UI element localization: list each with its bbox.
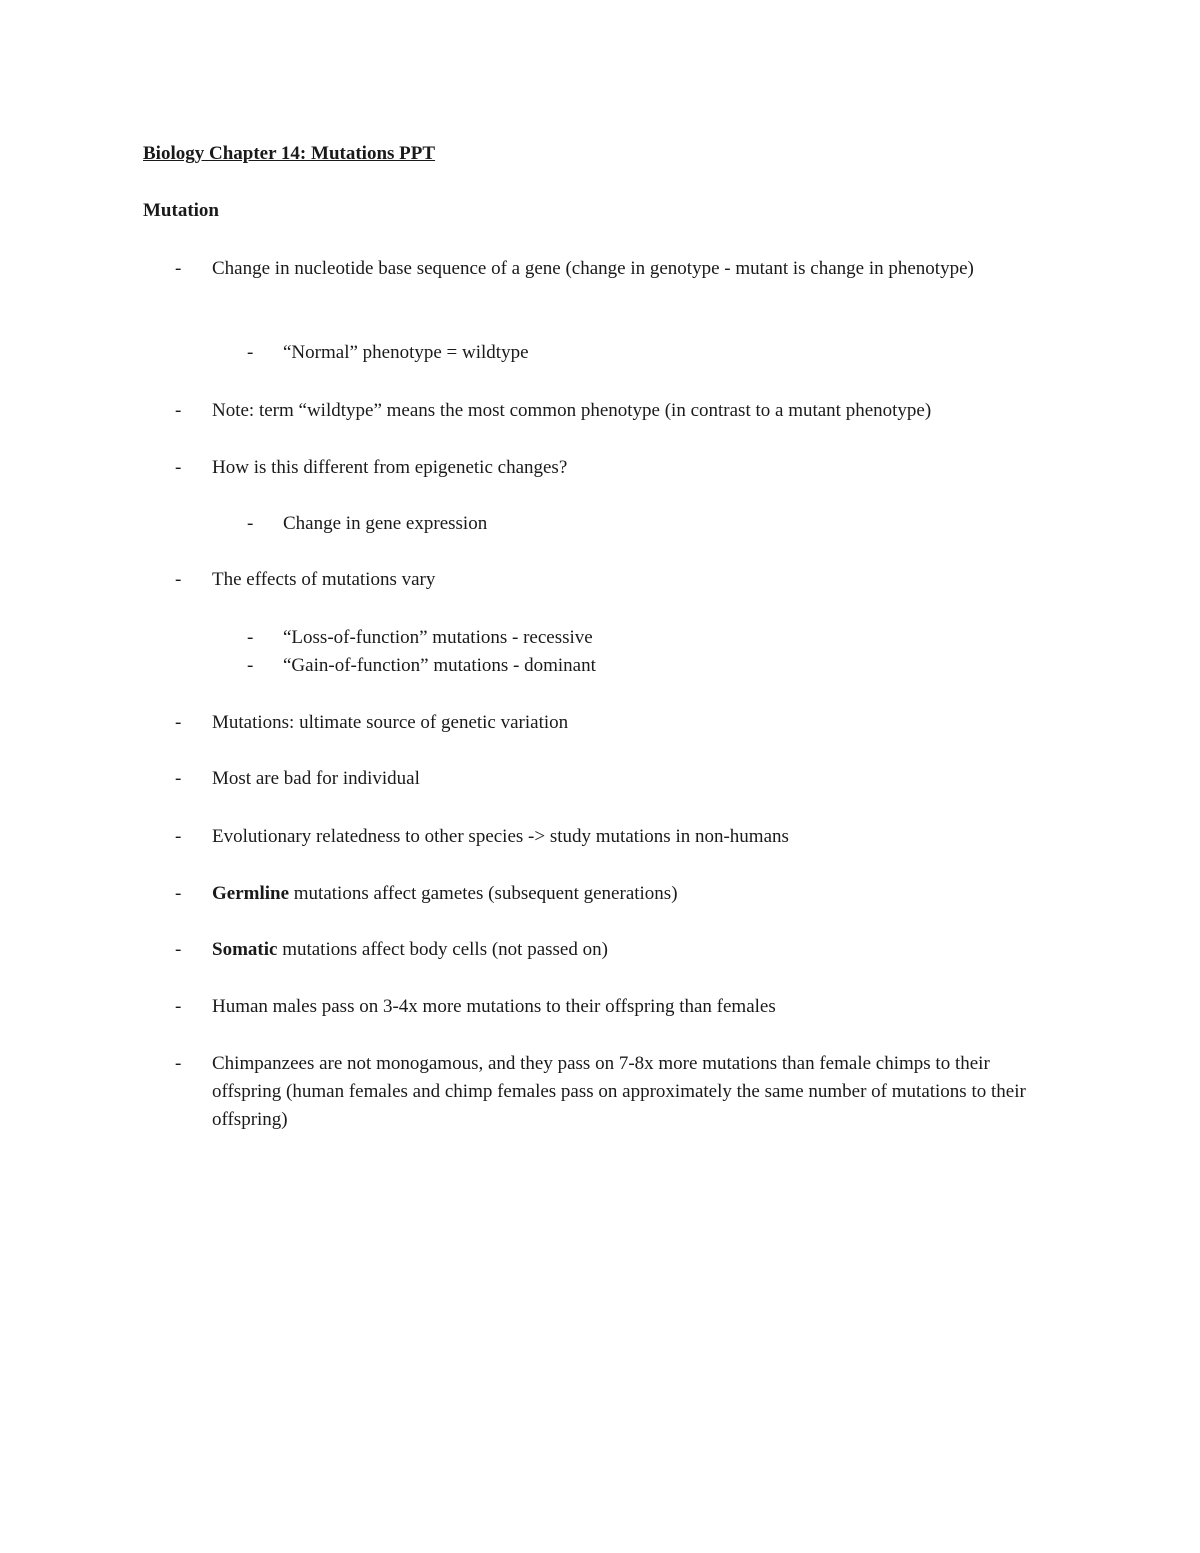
list-item (175, 709, 1062, 737)
sub-list-item (247, 339, 1063, 367)
list-item (175, 566, 1062, 594)
list-item-text: mutations affect gametes (subsequent generations) (289, 883, 678, 904)
list-item (175, 936, 1062, 964)
document-title: Biology Chapter 14: Mutations PPT (143, 143, 436, 164)
sub-list-item (247, 624, 1063, 652)
bullet-dash: - (175, 258, 182, 279)
sub-list-item (247, 652, 1063, 680)
bullet-dash: - (175, 712, 182, 733)
term-germline: Germline (212, 883, 290, 904)
list-item-text: The effects of mutations vary (212, 569, 436, 590)
sub-list-item (247, 510, 1063, 538)
bullet-dash: - (247, 342, 254, 363)
list-item (175, 397, 1062, 425)
bullet-dash: - (247, 627, 254, 648)
bullet-dash: - (175, 400, 182, 421)
list-item-text: “Loss-of-function” mutations - recessive (283, 627, 593, 648)
list-item (175, 993, 1062, 1021)
bullet-dash: - (247, 655, 254, 676)
list-item-text: Change in nucleotide base sequence of a gene (change in genotype - mutant is change in phenotype) (212, 258, 974, 279)
list-item-text: “Normal” phenotype = wildtype (283, 342, 529, 363)
bullet-dash: - (175, 826, 182, 847)
list-item-text: Mutations: ultimate source of genetic variation (212, 712, 569, 733)
term-somatic: Somatic (212, 939, 278, 960)
list-item-text: Most are bad for individual (212, 768, 420, 789)
bullet-dash: - (175, 1053, 182, 1074)
bullet-dash: - (175, 457, 182, 478)
list-item (175, 1050, 1062, 1134)
bullet-dash: - (175, 768, 182, 789)
bullet-dash: - (175, 939, 182, 960)
list-item-text: How is this different from epigenetic changes? (212, 457, 568, 478)
list-item-text: Note: term “wildtype” means the most common phenotype (in contrast to a mutant phenotype) (212, 400, 932, 421)
bullet-dash: - (175, 883, 182, 904)
list-item-text: mutations affect body cells (not passed on) (277, 939, 608, 960)
list-item-text: Change in gene expression (283, 513, 488, 534)
list-item-text: Evolutionary relatedness to other species -> study mutations in non-humans (212, 826, 789, 847)
list-item (175, 880, 1062, 908)
bullet-dash: - (247, 513, 254, 534)
section-heading: Mutation (143, 200, 219, 221)
list-item (175, 255, 1062, 283)
bullet-dash: - (175, 996, 182, 1017)
list-item-text: Human males pass on 3-4x more mutations to their offspring than females (212, 996, 776, 1017)
list-item-text: “Gain-of-function” mutations - dominant (283, 655, 596, 676)
list-item (175, 765, 1062, 793)
list-item (175, 454, 1062, 482)
list-item (175, 823, 1062, 851)
list-item-text: Chimpanzees are not monogamous, and they pass on 7-8x more mutations than female chimps to their offspring (human females and chimp females pass on approximately the same number of mutations to their offspring) (212, 1053, 1026, 1130)
bullet-dash: - (175, 569, 182, 590)
